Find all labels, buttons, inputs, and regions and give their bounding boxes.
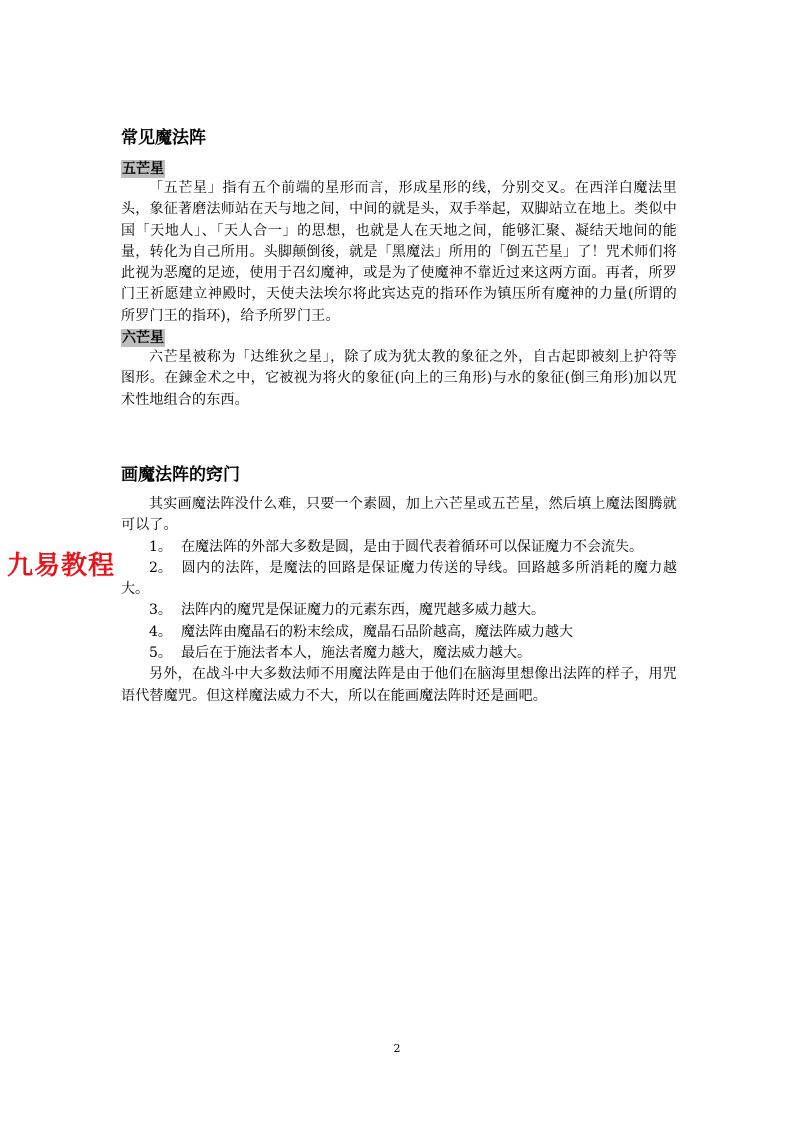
section-title-drawing-tips: 画魔法阵的窍门 xyxy=(121,464,240,485)
subsection-pentagram xyxy=(121,158,677,178)
list-item-number: 5。 xyxy=(149,645,172,662)
list-item xyxy=(121,558,677,601)
list-item xyxy=(121,622,677,643)
list-item-number: 3。 xyxy=(149,602,172,619)
section-title-common-circles: 常见魔法阵 xyxy=(121,128,206,148)
watermark-logo: 九易教程 xyxy=(7,551,116,581)
list-item-number: 1。 xyxy=(149,538,172,555)
list-item xyxy=(121,643,677,664)
page-number: 2 xyxy=(393,1042,401,1055)
subheading-pentagram: 五芒星 xyxy=(122,161,164,177)
list-item-number: 4。 xyxy=(149,623,172,640)
paragraph-hexagram: 六芒星被称为「达维狄之星」，除了成为犹太教的象征之外，自古起即被刻上护符等图形。在鍊金术之中，它被视为将火的象征(向上的三角形)与水的象征(倒三角形)加以咒术性地组合的东西。 xyxy=(121,349,677,408)
paragraph-intro: 其实画魔法阵没什么难，只要一个素圆，加上六芒星或五芒星，然后填上魔法图腾就可以了。 xyxy=(121,495,677,534)
list-item-text: 魔法阵由魔晶石的粉末绘成，魔晶石品阶越高，魔法阵威力越大 xyxy=(181,623,573,640)
subsection-hexagram xyxy=(121,327,677,347)
subheading-hexagram: 六芒星 xyxy=(122,330,164,347)
list-item-text: 法阵内的魔咒是保证魔力的元素东西，魔咒越多威力越大。 xyxy=(181,602,545,619)
paragraph-pentagram: 「五芒星」指有五个前端的星形而言，形成星形的线，分别交叉。在西洋白魔法里头，象征著磨法师站在天与地之间，中间的就是头，双手举起，双脚站立在地上。类似中国「天地人」、「天人合一」的思想，也就是人在天地之间，能够汇聚、凝结天地间的能量，转化为自己所用。头脚颠倒後，就是「黑魔法」所用的「倒五芒星」了！咒术师们将此视为恶魔的足迹，使用于召幻魔神，或是为了使魔神不靠近过来这两方面。再者，所罗门王祈愿建立神殿时，天使夫法埃尔将此宾达克的指环作为镇压所有魔神的力量(所谓的所罗门王的指环)，给予所罗门王。 xyxy=(121,180,677,324)
list-item xyxy=(121,537,677,558)
page-content xyxy=(121,126,677,707)
list-item-text: 在魔法阵的外部大多数是圆，是由于圆代表着循环可以保证魔力不会流失。 xyxy=(181,538,643,555)
list-item-text: 圆内的法阵，是魔法的回路是保证魔力传送的导线。回路越多所消耗的魔力越大。 xyxy=(121,559,677,598)
list-item xyxy=(121,600,677,621)
paragraph-outro: 另外，在战斗中大多数法师不用魔法阵是由于他们在脑海里想像出法阵的样子，用咒语代替魔咒。但这样魔法威力不大，所以在能画魔法阵时还是画吧。 xyxy=(121,666,677,704)
list-item-number: 2。 xyxy=(149,559,172,576)
list-item-text: 最后在于施法者本人，施法者魔力越大，魔法威力越大。 xyxy=(181,645,531,662)
